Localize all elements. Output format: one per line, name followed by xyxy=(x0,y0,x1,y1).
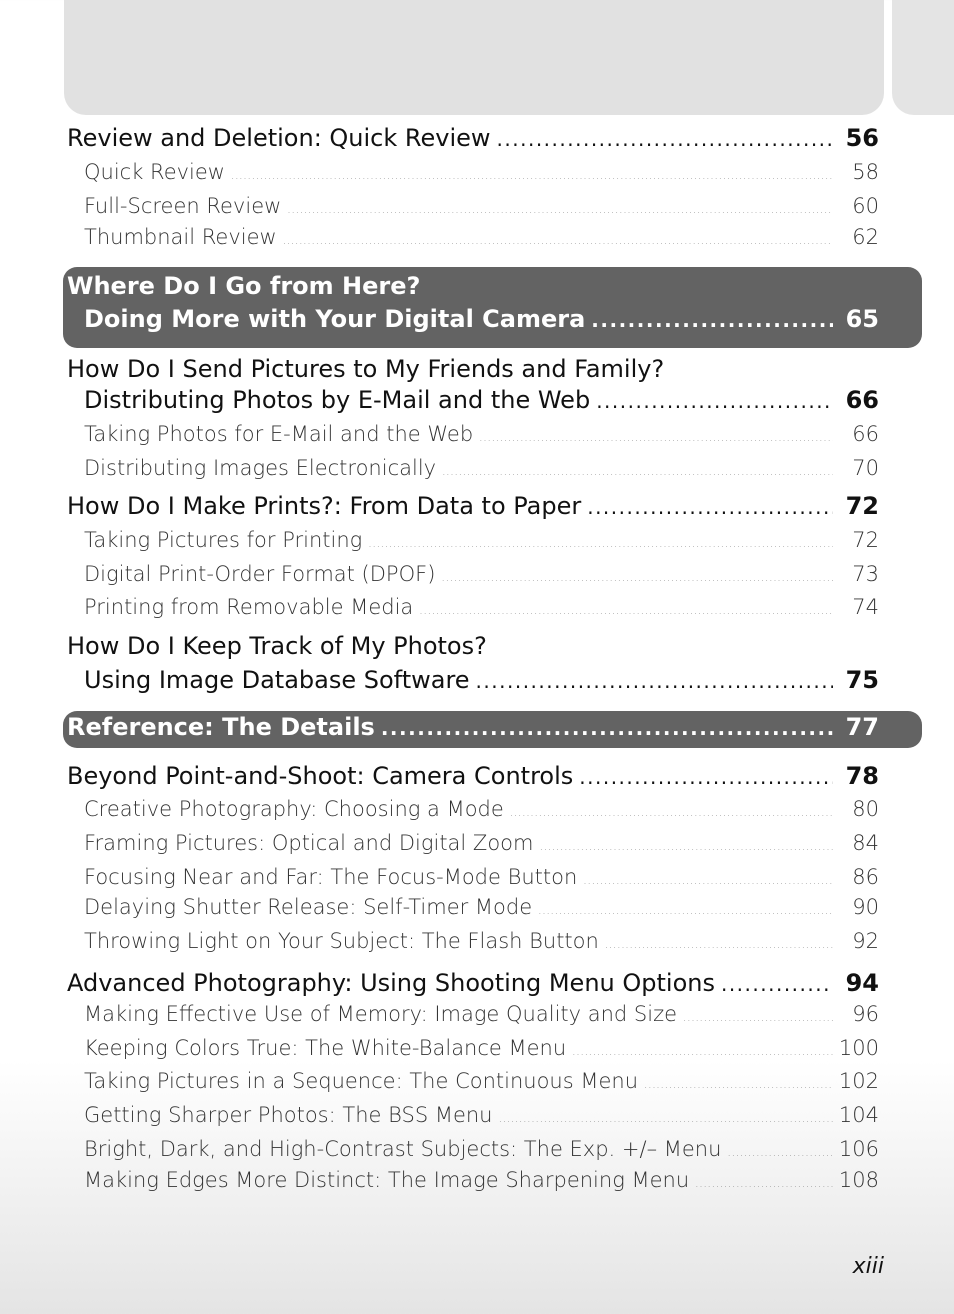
toc-entry-reference[interactable]: Reference: The Details ..... 77 xyxy=(67,713,879,741)
page-number: xiii xyxy=(852,1254,884,1279)
toc-entry-focusing[interactable]: Focusing Near and Far: The Focus-Mode Button ..... 86 xyxy=(84,865,879,889)
toc-entry-thumbnail[interactable]: Thumbnail Review ..... 62 xyxy=(84,225,879,249)
toc-entry-full-screen[interactable]: Full-Screen Review ..... 60 xyxy=(84,194,879,218)
banner-line1: Where Do I Go from Here? xyxy=(67,272,421,300)
toc-heading-send: How Do I Send Pictures to My Friends and Family? xyxy=(67,355,665,383)
toc-entry-distributing-photos[interactable]: Distributing Photos by E-Mail and the Web ..... 66 xyxy=(84,386,879,414)
toc-entry-bss[interactable]: Getting Sharper Photos: The BSS Menu ..... 104 xyxy=(84,1103,879,1127)
toc-entry-creative[interactable]: Creative Photography: Choosing a Mode ..... 80 xyxy=(84,797,879,821)
toc-entry-delaying[interactable]: Delaying Shutter Release: Self-Timer Mode ..... 90 xyxy=(84,895,879,919)
toc-entry-taking-printing[interactable]: Taking Pictures for Printing ..... 72 xyxy=(84,528,879,552)
toc-entry-sharpening[interactable]: Making Edges More Distinct: The Image Sharpening Menu ..... 108 xyxy=(84,1168,879,1192)
side-tab xyxy=(892,0,954,115)
toc-entry-distributing-images[interactable]: Distributing Images Electronically ..... 70 xyxy=(84,456,879,480)
toc-heading-track: How Do I Keep Track of My Photos? xyxy=(67,632,487,660)
header-tab xyxy=(64,0,884,115)
section-banner-where xyxy=(63,267,922,348)
toc-entry-colors[interactable]: Keeping Colors True: The White-Balance Menu ..... 100 xyxy=(84,1036,879,1060)
toc-entry-dpof[interactable]: Digital Print-Order Format (DPOF) ..... 73 xyxy=(84,562,879,586)
toc-entry-memory[interactable]: Making Effective Use of Memory: Image Quality and Size ..... 96 xyxy=(84,1002,879,1026)
toc-entry-beyond[interactable]: Beyond Point-and-Shoot: Camera Controls ..... 78 xyxy=(67,762,879,790)
toc-entry-throwing[interactable]: Throwing Light on Your Subject: The Flash Button ..... 92 xyxy=(84,929,879,953)
toc-page: 56 xyxy=(845,124,879,152)
toc-entry-quick-review[interactable]: Quick Review ..... 58 xyxy=(84,160,879,184)
toc-title: Review and Deletion: Quick Review xyxy=(67,124,491,152)
toc-entry-database[interactable]: Using Image Database Software ..... 75 xyxy=(84,666,879,694)
toc-entry-exp[interactable]: Bright, Dark, and High-Contrast Subjects: The Exp. +/– Menu ..... 106 xyxy=(84,1137,879,1161)
toc-entry-prints[interactable]: How Do I Make Prints?: From Data to Paper ..... 72 xyxy=(67,492,879,520)
toc-entry-removable[interactable]: Printing from Removable Media ..... 74 xyxy=(84,595,879,619)
toc-entry-framing[interactable]: Framing Pictures: Optical and Digital Zoom ..... 84 xyxy=(84,831,879,855)
toc-entry-advanced[interactable]: Advanced Photography: Using Shooting Menu Options ..... 94 xyxy=(67,969,879,997)
section-banner-reference xyxy=(63,711,922,748)
toc-entry-doing-more[interactable]: Doing More with Your Digital Camera ..... 65 xyxy=(84,305,879,333)
toc-entry-taking-email[interactable]: Taking Photos for E-Mail and the Web ..... 66 xyxy=(84,422,879,446)
toc-entry-review[interactable] xyxy=(67,124,879,152)
toc-entry-sequence[interactable]: Taking Pictures in a Sequence: The Continuous Menu ..... 102 xyxy=(84,1069,879,1093)
